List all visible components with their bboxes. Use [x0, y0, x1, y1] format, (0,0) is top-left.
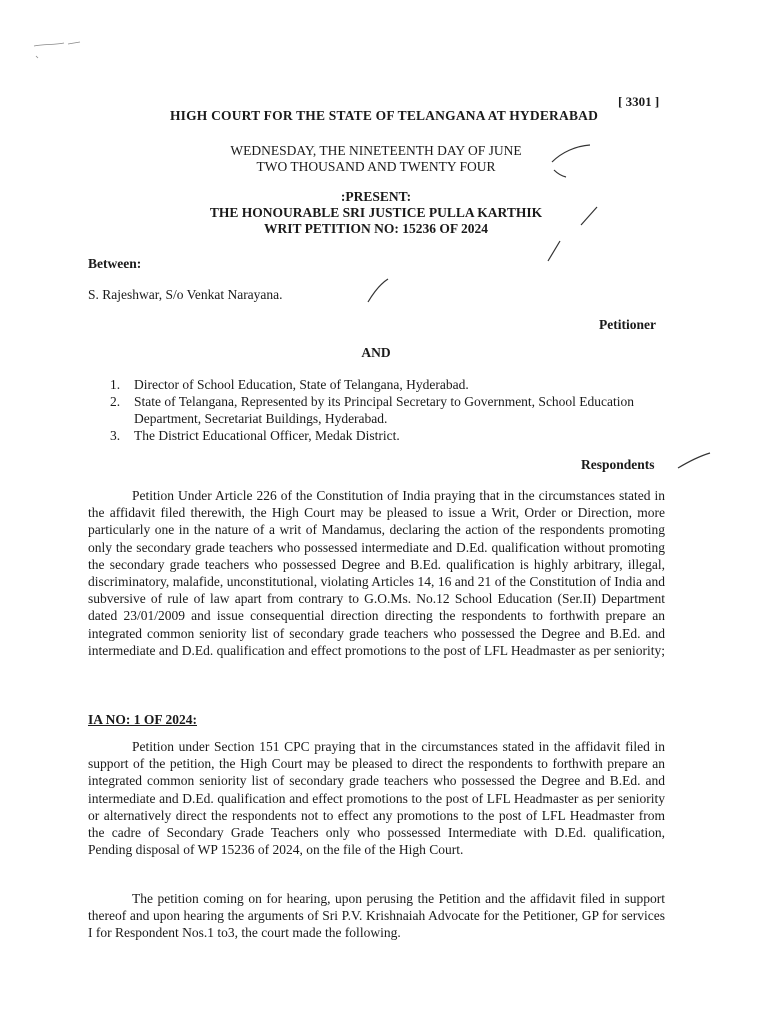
case-number: [ 3301 ] — [618, 94, 660, 109]
date-line-2: TWO THOUSAND AND TWENTY FOUR — [256, 159, 496, 174]
judge-name: THE HONOURABLE SRI JUSTICE PULLA KARTHIK — [209, 205, 543, 220]
list-number: 2. — [110, 394, 121, 409]
tick-mark — [674, 450, 714, 474]
court-title: HIGH COURT FOR THE STATE OF TELANGANA AT HYDERABAD — [169, 108, 599, 123]
date-line-1: WEDNESDAY, THE NINETEENTH DAY OF JUNE — [230, 143, 522, 158]
respondents-list — [104, 376, 664, 444]
ia-paragraph: Petition under Section 151 CPC praying that in the circumstances stated in the affidavit filed in support of the petition, the High Court may be pleased to direct the respondents to forthwith prepare an integrated common seniority list of secondary grade teachers who possessed the Degree and B.Ed. and intermediate and D.Ed. qualification and effect promotions to the post of LFL Headmaster as per seniority or alternatively direct the respondents not to effect any promotions to the post of LFL Headmaster from the cadre of Secondary Grade Teachers only who possessed Intermediate with D.Ed. qualification, Pending disposal of WP 15236 of 2024, on the file of the High Court. — [88, 739, 665, 858]
list-item — [104, 393, 664, 427]
respondents-label: Respondents — [581, 457, 655, 472]
list-item — [104, 376, 664, 393]
list-item — [104, 427, 664, 444]
list-number: 3. — [110, 428, 121, 443]
respondent-text: Director of School Education, State of Telangana, Hyderabad. — [134, 377, 469, 392]
tick-mark — [578, 203, 600, 227]
and-label: AND — [361, 345, 391, 360]
hearing-paragraph: The petition coming on for hearing, upon perusing the Petition and the affidavit filed in support thereof and upon hearing the arguments of Sri P.V. Krishnaiah Advocate for the Petitioner, GP for services I for Respondent Nos.1 to3, the court made the following. — [88, 891, 665, 941]
tick-mark — [548, 140, 594, 182]
tick-mark — [545, 237, 563, 263]
between-label: Between: — [88, 256, 142, 271]
present-heading: :PRESENT: — [340, 189, 412, 204]
petitioner-label: Petitioner — [599, 317, 656, 332]
list-number: 1. — [110, 377, 121, 392]
petition-paragraph: Petition Under Article 226 of the Constitution of India praying that in the circumstances stated in the affidavit filed therewith, the High Court may be pleased to issue a Writ, Order or Direction, more particularly one in the nature of a writ of Mandamus, declaring the action of the respondents promoting only the secondary grade teachers who possessed intermediate and D.Ed. qualification without promoting the secondary grade teachers who possessed Degree and B.Ed. qualification is highly arbitrary, illegal, discriminatory, malafide, unconstitutional, violating Articles 14, 16 and 21 of the Constitution of India and subversive of rule of law apart from contrary to G.O.Ms. No.12 School Education (Ser.II) Department dated 23/01/2009 and issue consequential direction directing the respondents to forthwith prepare an integrated common seniority list of secondary grade teachers who possessed the Degree and B.Ed. and intermediate and D.Ed. qualification and effect promotions to the post of LFL Headmaster as per seniority; — [88, 488, 665, 658]
petitioner-name: S. Rajeshwar, S/o Venkat Narayana. — [88, 287, 283, 302]
respondent-text: The District Educational Officer, Medak District. — [134, 428, 400, 443]
tick-mark — [364, 276, 392, 304]
writ-petition-number: WRIT PETITION NO: 15236 OF 2024 — [264, 221, 488, 236]
respondent-text: State of Telangana, Represented by its Principal Secretary to Government, School Education Department, Secretariat Buildings, Hyderabad. — [134, 394, 635, 426]
scan-scribble — [28, 36, 88, 64]
ia-heading: IA NO: 1 OF 2024: — [88, 712, 197, 727]
